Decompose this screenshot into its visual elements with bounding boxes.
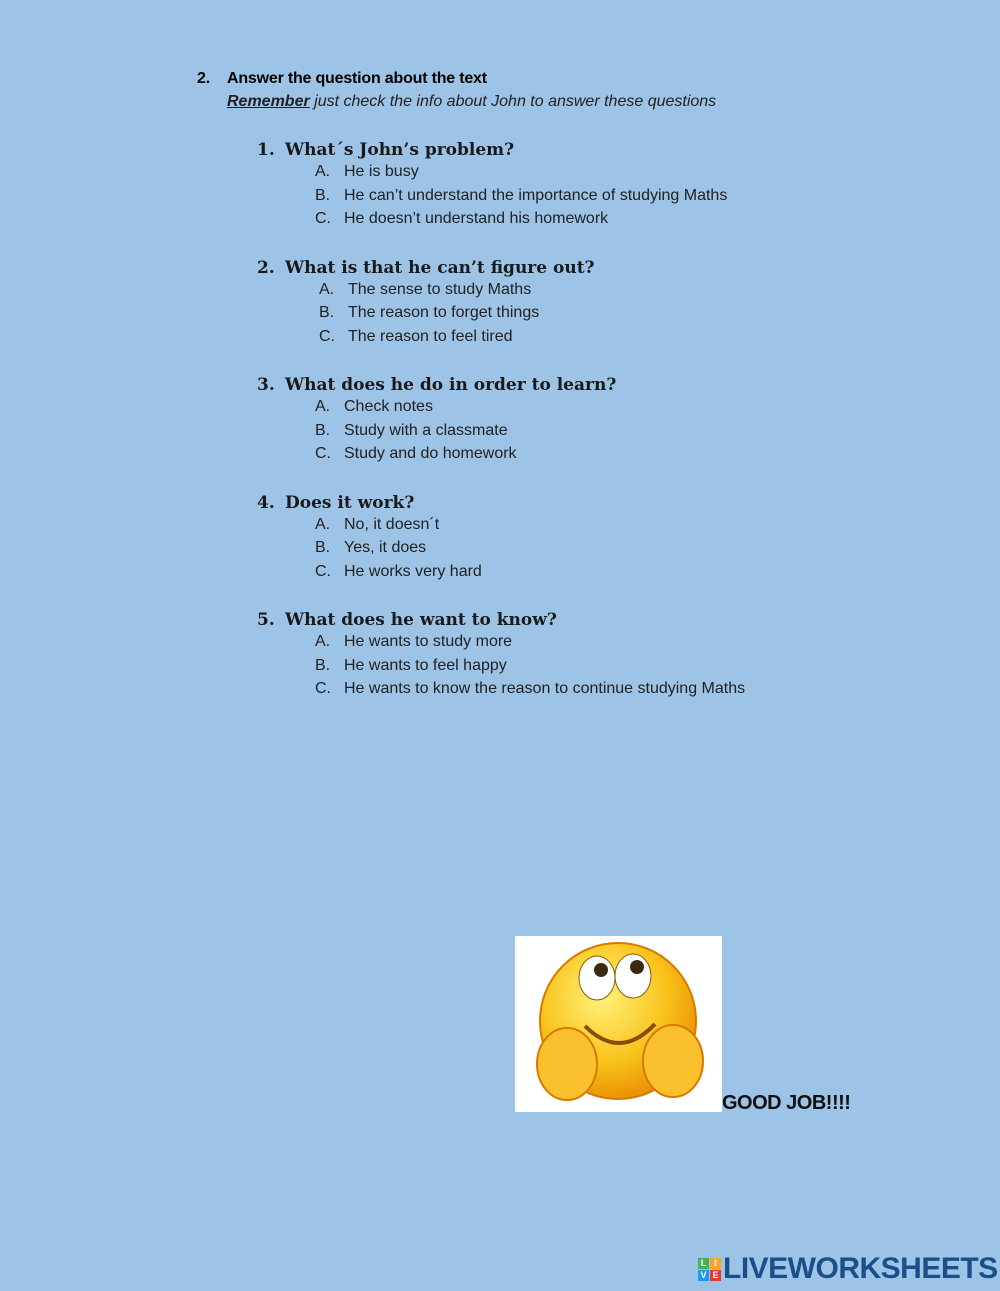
question-text: What does he do in order to learn? (285, 375, 617, 395)
answer-option[interactable] (315, 657, 507, 675)
option-text: The reason to feel tired (348, 327, 513, 345)
option-letter: A. (319, 280, 335, 298)
option-letter: B. (315, 656, 331, 674)
option-letter: B. (315, 539, 331, 556)
answer-option[interactable] (315, 563, 482, 581)
question-text: What´s John’s problem? (285, 140, 515, 160)
answer-option[interactable] (319, 328, 513, 346)
answer-option[interactable] (315, 539, 426, 557)
question-number: 3. (257, 375, 275, 395)
option-text: He wants to study more (344, 633, 513, 650)
option-letter: A. (315, 633, 331, 650)
option-letter: C. (315, 680, 331, 697)
option-text: The sense to study Maths (348, 280, 532, 298)
option-letter: C. (315, 210, 331, 227)
option-text: No, it doesn´t (344, 515, 440, 533)
answer-option[interactable] (315, 422, 508, 440)
option-text: He wants to feel happy (344, 656, 507, 674)
option-letter: A. (315, 515, 331, 533)
question-4 (257, 493, 414, 513)
question-text: Does it work? (285, 492, 415, 513)
option-text: He works very hard (344, 562, 482, 580)
option-text: He doesn’t understand his homework (344, 210, 609, 227)
question-1 (257, 140, 514, 160)
question-text: What is that he can’t figure out? (285, 257, 595, 278)
answer-option[interactable] (315, 163, 419, 181)
question-5 (257, 610, 557, 630)
question-number: 5. (257, 610, 275, 630)
question-2 (257, 258, 595, 278)
answer-option[interactable] (315, 187, 727, 205)
option-text: He can’t understand the importance of studying Maths (344, 186, 728, 204)
liveworksheets-logo: L I V E LIVEWORKSHEETS (698, 1252, 998, 1286)
question-number: 4. (257, 492, 275, 513)
answer-option[interactable] (319, 281, 531, 299)
good-job-text: GOOD JOB!!!! (722, 1092, 851, 1114)
live-badge-icon: L I V E (698, 1258, 721, 1281)
question-3 (257, 375, 616, 395)
option-letter: B. (315, 186, 331, 204)
option-text: Check notes (344, 398, 433, 415)
answer-option[interactable] (315, 633, 512, 651)
option-letter: B. (319, 304, 335, 321)
answer-option[interactable] (315, 210, 608, 228)
option-text: Study and do homework (344, 445, 517, 462)
option-text: He is busy (344, 163, 419, 180)
option-letter: B. (315, 421, 331, 439)
question-number: 2. (257, 257, 275, 278)
option-letter: C. (315, 562, 331, 580)
answer-option[interactable] (319, 304, 539, 322)
option-text: Study with a classmate (344, 421, 508, 439)
question-number: 1. (257, 140, 275, 160)
section-heading: 2. Answer the question about the text (197, 70, 487, 87)
smiley-emoji-image (515, 936, 722, 1112)
instruction: Remember just check the info about John to answer these questions (227, 93, 717, 110)
answer-option[interactable] (315, 445, 517, 463)
answer-option[interactable] (315, 516, 439, 534)
option-letter: C. (315, 445, 331, 462)
question-text: What does he want to know? (285, 610, 557, 630)
answer-option[interactable] (315, 398, 433, 416)
option-letter: C. (319, 327, 335, 345)
answer-option[interactable] (315, 680, 745, 698)
option-letter: A. (315, 163, 331, 180)
option-text: Yes, it does (344, 539, 427, 556)
option-text: The reason to forget things (348, 304, 540, 321)
option-text: He wants to know the reason to continue studying Maths (344, 680, 746, 697)
option-letter: A. (315, 398, 331, 415)
